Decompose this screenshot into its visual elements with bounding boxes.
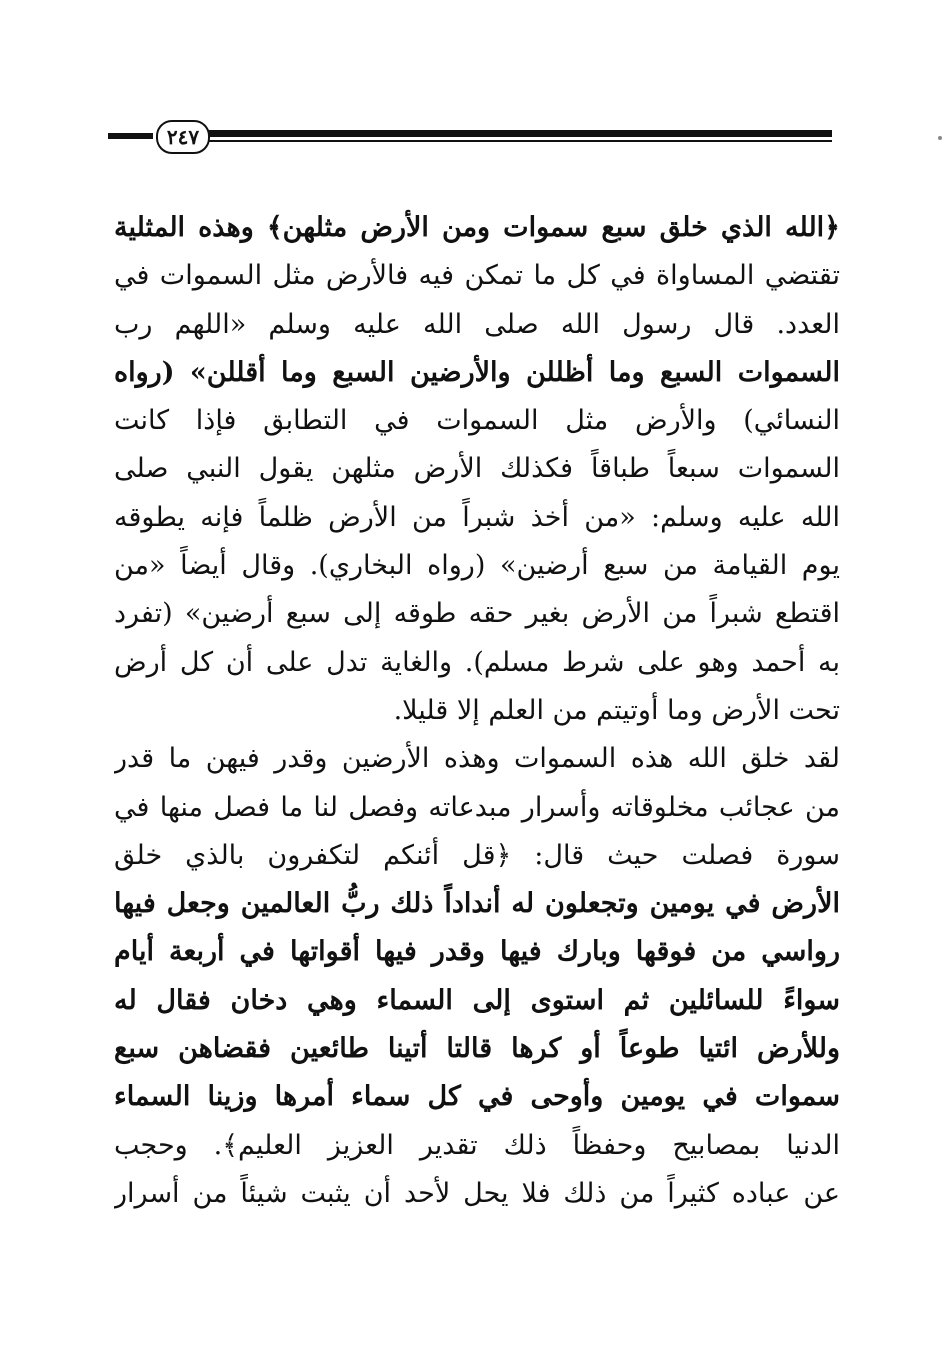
text-line-21: عن عباده كثيراً من ذلك فلا يحل لأحد أن يثبت شيئاً من أسرار xyxy=(114,1177,840,1209)
text-line-14: سورة فصلت حيث قال: ﴿قل أئنكم لتكفرون بالذي خلق xyxy=(114,839,840,871)
margin-dot xyxy=(938,136,942,140)
page-number: ٢٤٧ xyxy=(156,120,210,154)
body-text xyxy=(114,204,840,1218)
text-line-15: الأرض في يومين وتجعلون له أنداداً ذلك ربُّ العالمين وجعل فيها xyxy=(114,888,840,920)
text-line-6: السموات سبعاً طباقاً فكذلك الأرض مثلهن يقول النبي صلى xyxy=(114,453,840,485)
header-rule-left xyxy=(108,133,153,139)
text-line-7: الله عليه وسلم: «من أخذ شبراً من الأرض ظلماً فإنه يطوقه xyxy=(114,501,840,533)
text-line-17: سواءً للسائلين ثم استوى إلى السماء وهي دخان فقال له xyxy=(114,984,840,1016)
text-line-10: به أحمد وهو على شرط مسلم). والغاية تدل على أن كل أرض xyxy=(114,646,840,678)
page-header xyxy=(108,120,832,160)
text-line-5: النسائي) والأرض مثل السموات في التطابق فإذا كانت xyxy=(114,405,840,437)
text-line-13: من عجائب مخلوقاته وأسرار مبدعاته وفصل لنا ما فصل منها في xyxy=(114,791,840,823)
text-line-8: يوم القيامة من سبع أرضين» (رواه البخاري). وقال أيضاً «من xyxy=(114,550,840,582)
text-line-12: لقد خلق الله هذه السموات وهذه الأرضين وقدر فيهن ما قدر xyxy=(114,743,840,775)
text-line-1: ﴿الله الذي خلق سبع سموات ومن الأرض مثلهن﴾ وهذه المثلية xyxy=(114,212,840,243)
text-line-20: الدنيا بمصابيح وحفظاً ذلك تقدير العزيز العليم﴾. وحجب xyxy=(114,1129,840,1161)
text-line-18: وللأرض ائتيا طوعاً أو كرها قالتا أتينا طائعين فقضاهن سبع xyxy=(114,1033,840,1065)
text-line-2: تقتضي المساواة في كل ما تمكن فيه فالأرض مثل السموات في xyxy=(114,260,840,292)
text-line-9: اقتطع شبراً من الأرض بغير حقه طوقه إلى سبع أرضين» (تفرد xyxy=(114,598,840,630)
text-line-11: تحت الأرض وما أوتيتم من العلم إلا قليلا. xyxy=(393,694,840,726)
text-line-3: العدد. قال رسول الله صلى الله عليه وسلم «اللهم رب xyxy=(114,308,840,340)
header-rule-thick xyxy=(208,130,832,137)
text-line-4: السموات السبع وما أظللن والأرضين السبع وما أقللن» (رواه xyxy=(114,356,840,388)
text-line-16: رواسي من فوقها وبارك فيها وقدر فيها أقواتها في أربعة أيام xyxy=(114,936,840,968)
header-rule-thin xyxy=(208,140,832,142)
text-line-19: سموات في يومين وأوحى في كل سماء أمرها وزينا السماء xyxy=(114,1081,840,1113)
